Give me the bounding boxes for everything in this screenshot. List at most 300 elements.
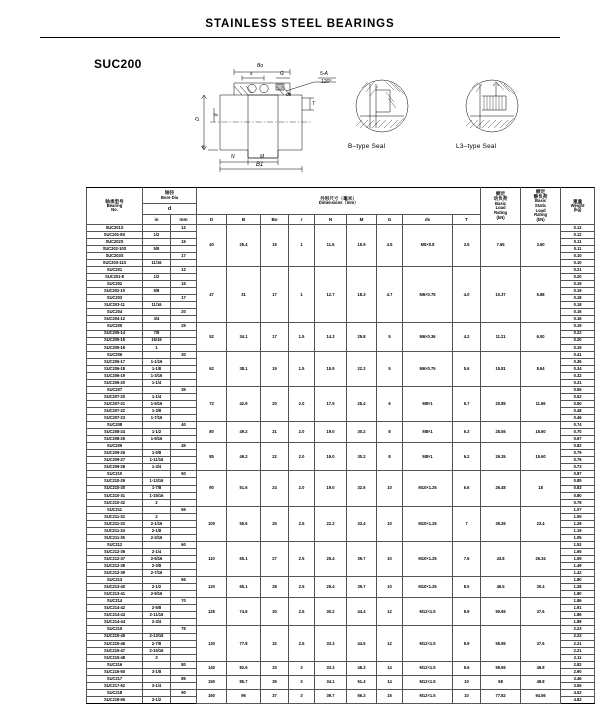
cell-basic-load-rating: 26.35 (481, 443, 521, 471)
cell-B: 34.1 (227, 323, 261, 351)
cell-weight: 0.20 (561, 337, 595, 344)
cell-M: 32.6 (347, 471, 377, 506)
col-header-bore-mm: mm (171, 214, 197, 224)
cell-basic-load-rating: 55.95 (481, 626, 521, 661)
table-row (87, 422, 595, 429)
cell-T: 4.2 (453, 323, 481, 351)
cell-N: 30.2 (315, 598, 347, 626)
table-row (87, 689, 595, 696)
cell-bore-mm (171, 450, 197, 457)
cell-T: 4.0 (453, 267, 481, 323)
cell-bore-in: 2-3/8 (143, 563, 171, 570)
cell-bearing-no: SUC212-39 (87, 570, 143, 577)
table-row (87, 323, 595, 330)
cell-bore-mm (171, 612, 197, 619)
cell-bore-mm (171, 605, 197, 612)
cell-bearing-no: SUC209-28 (87, 464, 143, 471)
col-header-weight: 重量 Weight (kg) (561, 188, 595, 225)
dim-label-angle: 120° (321, 79, 332, 85)
cell-basic-load-rating: 46.5 (481, 577, 521, 598)
cell-static-load-rating: 15.60 (521, 443, 561, 471)
col-header-basic-load-rating: 额定 动负荷 Basic Load Rating (kN) (481, 188, 521, 225)
cell-bore-in: 2 (143, 513, 171, 520)
cell-D: 85 (197, 443, 227, 471)
cell-bore-in: 5/8 (143, 245, 171, 252)
cell-weight: 0.78 (561, 499, 595, 506)
cell-weight: 1.88 (561, 619, 595, 626)
cell-N: 14.3 (315, 323, 347, 351)
cell-r: 2.0 (289, 471, 315, 506)
cell-bore-in (143, 323, 171, 330)
table-row (87, 351, 595, 358)
cell-bore-in: 1-1/16 (143, 358, 171, 365)
cell-weight: 0.10 (561, 252, 595, 259)
cell-bore-in: 3-1/4 (143, 682, 171, 689)
cell-D: 160 (197, 689, 227, 703)
cell-T: 3.5 (453, 224, 481, 266)
cell-N: 33.3 (315, 661, 347, 675)
cell-bearing-no: SUC215-48 (87, 654, 143, 661)
specification-table (86, 187, 595, 704)
cell-bore-mm (171, 478, 197, 485)
cell-weight: 0.87 (561, 471, 595, 478)
cell-bore-in: 1-5/16 (143, 400, 171, 407)
cell-bore-mm (171, 288, 197, 295)
cell-T: 7.6 (453, 541, 481, 576)
cell-r: 1 (289, 224, 315, 266)
cell-M: 25.4 (347, 386, 377, 421)
cell-bearing-no: SUC203 (87, 295, 143, 302)
cell-basic-load-rating: 59.65 (481, 661, 521, 675)
cell-bore-mm: 60 (171, 541, 197, 548)
cell-bearing-no: SUC211-32 (87, 513, 143, 520)
cell-bearing-no: SUC210 (87, 471, 143, 478)
cell-r: 3 (289, 661, 315, 675)
table-row (87, 506, 595, 513)
cell-weight: 1.19 (561, 527, 595, 534)
cell-bearing-no: SUC204 (87, 309, 143, 316)
cell-bore-mm (171, 682, 197, 689)
cell-N: 33.3 (315, 626, 347, 661)
cell-B: 77.8 (227, 626, 261, 661)
cell-G: 10 (377, 506, 403, 541)
cell-static-load-rating: 23.4 (521, 506, 561, 541)
cell-bore-mm (171, 696, 197, 703)
cell-bearing-no: SUC211-34 (87, 527, 143, 534)
cell-weight: 2.23 (561, 626, 595, 633)
cell-bearing-no: SUC213-41 (87, 591, 143, 598)
cell-T: 8.5 (453, 577, 481, 598)
cell-B: 25.4 (227, 224, 261, 266)
cell-Bo: 25 (261, 506, 289, 541)
cell-bore-mm: 55 (171, 506, 197, 513)
cell-D: 110 (197, 541, 227, 576)
cell-bearing-no: SUC209 (87, 443, 143, 450)
col-header-ds: ds (403, 214, 453, 224)
cell-r: 2.5 (289, 541, 315, 576)
cell-N: 39.7 (315, 689, 347, 703)
cell-bore-mm (171, 527, 197, 534)
cell-G: 4.5 (377, 224, 403, 266)
cell-G: 8 (377, 443, 403, 471)
cell-Bo: 32 (261, 626, 289, 661)
cell-bearing-no: SUC202S (87, 238, 143, 245)
cell-r: 2.0 (289, 386, 315, 421)
cell-D: 150 (197, 675, 227, 689)
col-header-N: N (315, 214, 347, 224)
cell-bore-mm (171, 499, 197, 506)
cell-bearing-no: SUC203-11S (87, 260, 143, 267)
cell-weight: 0.18 (561, 302, 595, 309)
table-row (87, 598, 595, 605)
cell-M: 48.3 (347, 661, 377, 675)
cell-weight: 0.52 (561, 393, 595, 400)
cell-bore-in: 2-5/16 (143, 556, 171, 563)
cell-B: 51.6 (227, 471, 261, 506)
cell-D: 80 (197, 422, 227, 443)
cell-weight: 0.31 (561, 379, 595, 386)
cell-weight: 0.19 (561, 281, 595, 288)
cell-bearing-no: SUC202 (87, 281, 143, 288)
cell-Bo: 22 (261, 443, 289, 471)
cell-Bo: 20 (261, 386, 289, 421)
table-row (87, 224, 595, 231)
dim-label-d-bore: d (213, 113, 220, 117)
cell-G: 5 (377, 323, 403, 351)
cell-M: 39.7 (347, 577, 377, 598)
cell-Bo: 37 (261, 689, 289, 703)
cell-G: 15 (377, 689, 403, 703)
cell-bore-in: 1-13/16 (143, 478, 171, 485)
cell-weight: 0.79 (561, 450, 595, 457)
cell-bore-mm (171, 372, 197, 379)
col-header-bore-symbol: d (143, 203, 197, 214)
cell-bearing-no: SUC205 (87, 323, 143, 330)
cell-bore-mm (171, 563, 197, 570)
cell-weight: 0.41 (561, 351, 595, 358)
cell-N: 15.9 (315, 351, 347, 386)
header-row-1 (87, 188, 595, 204)
cell-weight: 1.91 (561, 605, 595, 612)
cell-D: 125 (197, 598, 227, 626)
cell-G: 10 (377, 471, 403, 506)
cell-bore-mm (171, 274, 197, 281)
cell-ds: M12×1.5 (403, 689, 453, 703)
cell-r: 1.5 (289, 351, 315, 386)
cell-weight: 0.67 (561, 436, 595, 443)
cell-bore-mm (171, 330, 197, 337)
cell-bearing-no: SUC205-16 (87, 344, 143, 351)
cell-B: 49.2 (227, 443, 261, 471)
cell-bore-in: 2-7/16 (143, 570, 171, 577)
cell-static-load-rating: 94.56 (521, 689, 561, 703)
cell-r: 1 (289, 267, 315, 323)
cell-weight: 0.12 (561, 224, 595, 231)
cell-Bo: 21 (261, 422, 289, 443)
cell-bore-in: 3/4 (143, 316, 171, 323)
cell-bearing-no: SUC214-42 (87, 605, 143, 612)
cell-weight: 1.07 (561, 506, 595, 513)
cell-bore-in (143, 577, 171, 584)
cell-D: 62 (197, 351, 227, 386)
cell-bore-in (143, 422, 171, 429)
cell-bearing-no: SUC202-10 (87, 288, 143, 295)
l3-type-seal-detail (466, 80, 518, 132)
cell-basic-load-rating: 68 (481, 675, 521, 689)
table-row (87, 471, 595, 478)
l3-type-seal-caption: L3–type Seal (456, 143, 497, 150)
cell-ds: M6×0.36 (403, 323, 453, 351)
cell-bore-in: 3-1/2 (143, 696, 171, 703)
cell-static-load-rating: 11.66 (521, 386, 561, 421)
cell-bore-in (143, 252, 171, 259)
cell-M: 29.8 (347, 323, 377, 351)
cell-bore-mm: 25 (171, 323, 197, 330)
cell-N: 25.4 (315, 541, 347, 576)
cell-bore-in (143, 506, 171, 513)
cell-bearing-no: SUC210-30 (87, 485, 143, 492)
cell-bore-in: 2-1/16 (143, 520, 171, 527)
cell-bearing-no: SUC206-20 (87, 379, 143, 386)
cell-bearing-no: SUC201 (87, 267, 143, 274)
cell-static-load-rating: 26.34 (521, 541, 561, 576)
cell-bore-mm: 12 (171, 224, 197, 231)
cell-D: 140 (197, 661, 227, 675)
cell-bore-mm (171, 436, 197, 443)
cell-bore-in: 2-5/8 (143, 605, 171, 612)
cell-bearing-no: SUC207-22 (87, 408, 143, 415)
cell-bore-mm (171, 344, 197, 351)
cell-bore-mm (171, 379, 197, 386)
cell-weight: 0.55 (561, 386, 595, 393)
cell-bore-in (143, 689, 171, 696)
cell-bore-mm (171, 534, 197, 541)
title-divider (40, 37, 560, 38)
cell-T: 9.6 (453, 661, 481, 675)
cell-bore-in: 3-1/8 (143, 668, 171, 675)
cell-bore-in: 1-11/16 (143, 457, 171, 464)
cell-weight: 1.28 (561, 520, 595, 527)
cell-weight: 1.80 (561, 577, 595, 584)
dim-label-g: G (280, 71, 284, 77)
dim-label-e: e (202, 144, 205, 150)
cell-ds: M8×1 (403, 443, 453, 471)
cell-r: 3 (289, 675, 315, 689)
cell-weight: 1.52 (561, 541, 595, 548)
table-body (87, 224, 595, 703)
cell-weight: 0.11 (561, 238, 595, 245)
col-header-static-load-rating: 额定 静负荷 Basic Static Load Rating (kN) (521, 188, 561, 225)
cell-weight: 0.74 (561, 422, 595, 429)
col-header-B: B (227, 214, 261, 224)
cell-bearing-no: SUC207-20 (87, 393, 143, 400)
cell-bore-mm (171, 633, 197, 640)
cell-Bo: 17 (261, 267, 289, 323)
cell-G: 4.7 (377, 267, 403, 323)
cell-bore-mm (171, 464, 197, 471)
cell-bore-in (143, 238, 171, 245)
cell-D: 52 (197, 323, 227, 351)
cell-Bo: 19 (261, 351, 289, 386)
cell-weight: 3.46 (561, 675, 595, 682)
cell-weight: 1.86 (561, 612, 595, 619)
cell-N: 12.7 (315, 267, 347, 323)
cell-ds: M8×1 (403, 386, 453, 421)
page-title: STAINLESS STEEL BEARINGS (205, 18, 395, 30)
cell-bore-in (143, 626, 171, 633)
cell-weight: 0.80 (561, 492, 595, 499)
cell-bore-in: 7/8 (143, 330, 171, 337)
cell-ds: M12×1.5 (403, 661, 453, 675)
cell-bore-mm: 12 (171, 267, 197, 274)
cell-Bo: 28 (261, 577, 289, 598)
cell-bore-in: 1-1/4 (143, 393, 171, 400)
cell-bearing-no: SUC210-31 (87, 492, 143, 499)
cell-weight: 0.12 (561, 231, 595, 238)
cell-M: 44.5 (347, 626, 377, 661)
cell-bore-mm: 15 (171, 238, 197, 245)
cell-B: 55.6 (227, 506, 261, 541)
cell-M: 51.4 (347, 675, 377, 689)
cell-bearing-no: SUC209-26 (87, 450, 143, 457)
col-header-D: D (197, 214, 227, 224)
dim-label-n: N (231, 154, 235, 160)
cell-G: 10 (377, 577, 403, 598)
cell-bore-in: 11/16 (143, 260, 171, 267)
series-label: SUC200 (94, 57, 142, 71)
cell-basic-load-rating: 10.37 (481, 267, 521, 323)
cell-T: 10 (453, 675, 481, 689)
cell-weight: 0.16 (561, 316, 595, 323)
cell-bore-mm (171, 647, 197, 654)
cell-D: 130 (197, 626, 227, 661)
col-header-bearing-no: 轴承型号 Bearing No. (87, 188, 143, 225)
cell-static-load-rating: 18 (521, 471, 561, 506)
cell-B: 42.9 (227, 386, 261, 421)
cell-G: 5 (377, 351, 403, 386)
cell-static-load-rating: 49.8 (521, 675, 561, 689)
b-type-seal-caption: B–type Seal (348, 143, 386, 150)
cell-B: 82.6 (227, 661, 261, 675)
cell-T: 6.2 (453, 443, 481, 471)
cell-bore-mm: 75 (171, 626, 197, 633)
cell-r: 3 (289, 689, 315, 703)
cell-bore-in: 11/16 (143, 302, 171, 309)
col-header-dimensions: 外形尺寸（毫米） Dimensions（mm） (197, 188, 481, 215)
cell-bore-mm (171, 457, 197, 464)
cell-T: 10 (453, 689, 481, 703)
cell-bore-in: 2-15/16 (143, 647, 171, 654)
cell-bore-mm: 45 (171, 443, 197, 450)
cell-M: 18.3 (347, 267, 377, 323)
cell-bore-mm (171, 245, 197, 252)
cell-bore-mm: 80 (171, 661, 197, 668)
cell-bore-mm (171, 337, 197, 344)
col-header-M: M (347, 214, 377, 224)
cell-bore-mm (171, 556, 197, 563)
cell-bearing-no: SUC206-19 (87, 372, 143, 379)
cell-Bo: 35 (261, 675, 289, 689)
cell-bore-in: 2-9/16 (143, 591, 171, 598)
dim-label-m: M (260, 154, 265, 160)
cell-r: 1.5 (289, 323, 315, 351)
cell-r: 2.5 (289, 598, 315, 626)
cell-weight: 0.32 (561, 372, 595, 379)
cell-weight: 0.18 (561, 295, 595, 302)
cell-bore-in (143, 267, 171, 274)
cell-r: 2.5 (289, 506, 315, 541)
cell-bearing-no: SUC215-45 (87, 633, 143, 640)
col-header-bore-dia: 轴径 Bore Dia (143, 188, 197, 204)
cell-bore-in (143, 309, 171, 316)
cell-bore-in (143, 598, 171, 605)
cell-B: 38.1 (227, 351, 261, 386)
cell-bore-in: 1-3/16 (143, 372, 171, 379)
cell-bearing-no: SUC218 (87, 689, 143, 696)
table-row (87, 577, 595, 584)
cell-weight: 0.19 (561, 323, 595, 330)
cell-weight: 0.11 (561, 245, 595, 252)
cell-bore-in: 2-11/16 (143, 612, 171, 619)
cell-bore-mm (171, 316, 197, 323)
table-row (87, 675, 595, 682)
cell-G: 6 (377, 386, 403, 421)
cell-bearing-no: SUC204-12 (87, 316, 143, 323)
dim-label-t: T (312, 101, 316, 107)
cell-bore-in (143, 281, 171, 288)
cell-D: 120 (197, 577, 227, 598)
cell-ds: M12×1.5 (403, 626, 453, 661)
cell-G: 12 (377, 598, 403, 626)
cell-weight: 1.80 (561, 591, 595, 598)
cell-bearing-no: SUC205-15 (87, 337, 143, 344)
cell-bearing-no: SUC212 (87, 541, 143, 548)
cell-bore-in: 2 (143, 499, 171, 506)
technical-drawing-area (190, 58, 590, 173)
cell-B: 49.2 (227, 422, 261, 443)
cell-r: 2.5 (289, 577, 315, 598)
cell-bore-in: 3 (143, 654, 171, 661)
cell-basic-load-rating: 77.82 (481, 689, 521, 703)
table-row (87, 661, 595, 668)
cell-bore-in (143, 351, 171, 358)
cell-G: 14 (377, 661, 403, 675)
cell-bearing-no: SUC207-21 (87, 400, 143, 407)
cell-static-load-rating: 8.64 (521, 351, 561, 386)
cell-basic-load-rating: 20.85 (481, 386, 521, 421)
cell-weight: 0.46 (561, 415, 595, 422)
cell-B: 96 (227, 689, 261, 703)
cell-bore-mm (171, 408, 197, 415)
cell-bore-in: 1-1/2 (143, 429, 171, 436)
cell-weight: 1.49 (561, 563, 595, 570)
cell-bore-in: 1-3/4 (143, 464, 171, 471)
cell-D: 90 (197, 471, 227, 506)
cell-weight: 0.16 (561, 309, 595, 316)
cell-bearing-no: SUC212-36 (87, 548, 143, 555)
cell-bearing-no: SUC203S (87, 252, 143, 259)
col-header-r: r (289, 214, 315, 224)
cell-bore-mm (171, 492, 197, 499)
cell-bore-in (143, 224, 171, 231)
cell-bore-in (143, 541, 171, 548)
cell-bearing-no: SUC203-11 (87, 302, 143, 309)
cell-bore-mm: 15 (171, 281, 197, 288)
cell-ds: M10×1.25 (403, 541, 453, 576)
cell-weight: 1.65 (561, 548, 595, 555)
cell-weight: 0.19 (561, 344, 595, 351)
cell-bore-in (143, 386, 171, 393)
